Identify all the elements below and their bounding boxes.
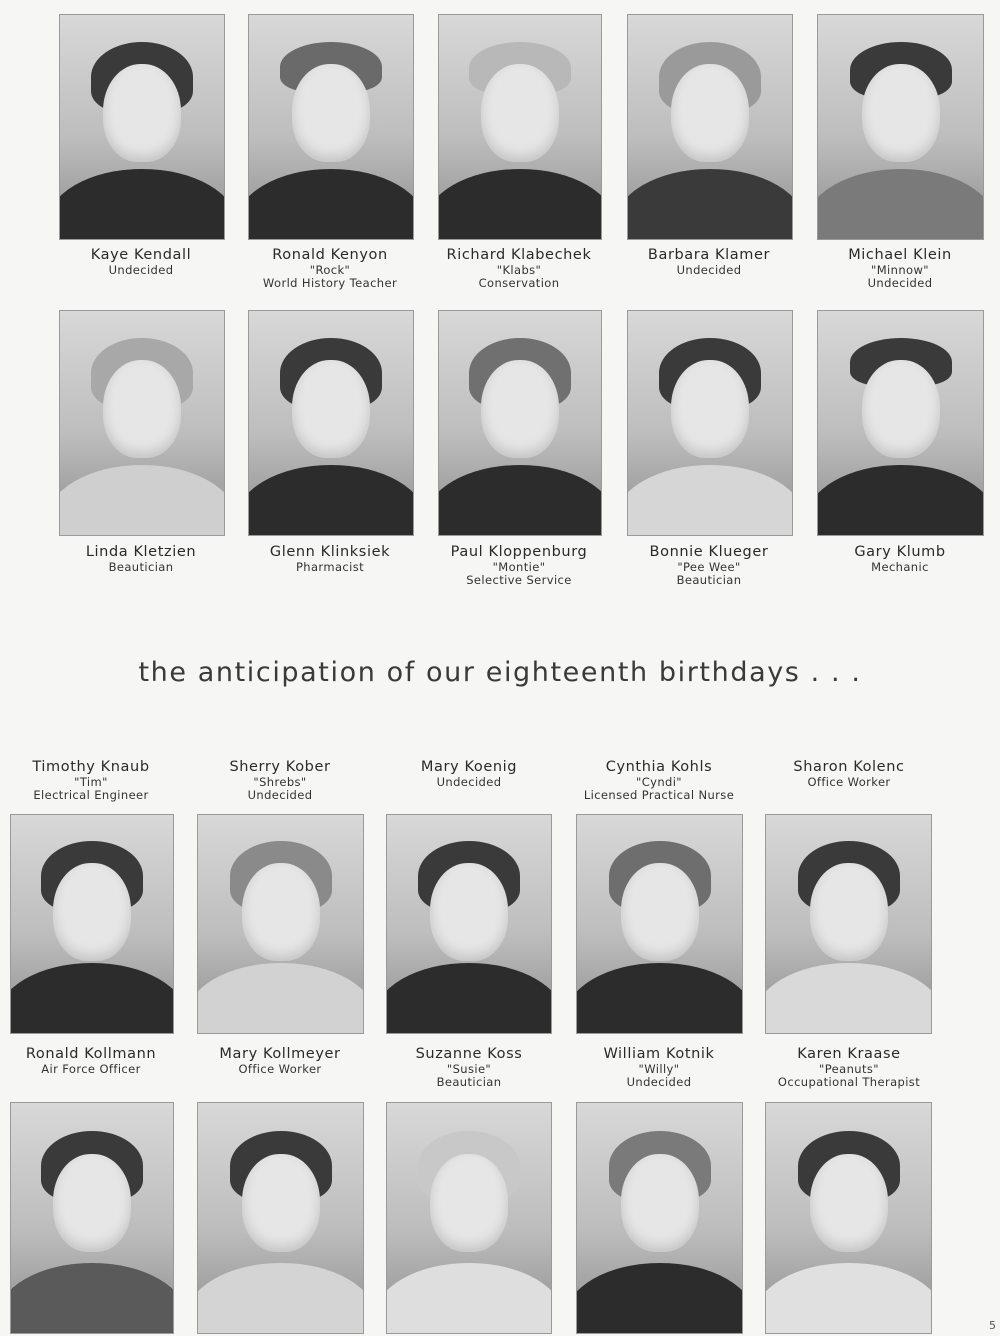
student-name: Richard Klabechek <box>446 247 592 263</box>
student-name: Karen Kraase <box>797 1046 901 1062</box>
student-caption <box>46 544 236 574</box>
student-caption <box>754 759 944 789</box>
portrait-photo <box>438 14 602 240</box>
student-plan: Undecided <box>867 275 933 290</box>
portrait-photo <box>248 310 414 536</box>
student-plan: Beautician <box>436 1074 502 1089</box>
student-caption <box>805 247 995 290</box>
student-caption <box>185 1046 375 1076</box>
student-name: Suzanne Koss <box>415 1046 523 1062</box>
portrait-photo <box>817 14 984 240</box>
student-plan: Office Worker <box>807 774 891 789</box>
portrait-photo <box>197 814 364 1034</box>
student-plan: Pharmacist <box>295 559 365 574</box>
student-name: Sharon Kolenc <box>793 759 905 775</box>
student-nickname: "Willy" <box>638 1061 680 1076</box>
portrait-photo <box>765 814 932 1034</box>
portrait-photo <box>386 1102 552 1334</box>
portrait-photo <box>386 814 552 1034</box>
student-name: Paul Kloppenburg <box>450 544 588 560</box>
student-nickname: "Peanuts" <box>819 1061 879 1076</box>
student-plan: Electrical Engineer <box>33 787 149 802</box>
portrait-photo <box>627 310 793 536</box>
portrait-photo <box>576 1102 743 1334</box>
student-caption <box>614 544 804 587</box>
student-name: Bonnie Klueger <box>649 544 769 560</box>
student-plan: Beautician <box>108 559 174 574</box>
portrait-photo <box>197 1102 364 1334</box>
student-nickname: "Susie" <box>446 1061 492 1076</box>
student-name: Cynthia Kohls <box>605 759 713 775</box>
student-nickname: "Pee Wee" <box>677 559 741 574</box>
student-caption <box>46 247 236 277</box>
student-nickname: "Tim" <box>74 774 108 789</box>
student-plan: Undecided <box>108 262 174 277</box>
portrait-photo <box>817 310 984 536</box>
student-plan: World History Teacher <box>262 275 398 290</box>
student-caption <box>235 544 425 574</box>
student-plan: Undecided <box>626 1074 692 1089</box>
student-name: William Kotnik <box>603 1046 715 1062</box>
student-name: Timothy Knaub <box>32 759 150 775</box>
student-caption <box>0 759 186 802</box>
student-caption <box>805 544 995 574</box>
student-plan: Occupational Therapist <box>777 1074 921 1089</box>
student-plan: Conservation <box>478 275 560 290</box>
student-caption <box>0 1046 186 1076</box>
student-name: Michael Klein <box>848 247 952 263</box>
student-caption <box>235 247 425 290</box>
student-nickname: "Montie" <box>492 559 546 574</box>
student-caption <box>374 1046 564 1089</box>
student-caption <box>374 759 564 789</box>
student-name: Barbara Klamer <box>647 247 771 263</box>
page-headline: the anticipation of our eighteenth birthdays . . . <box>138 657 862 688</box>
student-name: Gary Klumb <box>854 544 946 560</box>
student-name: Linda Kletzien <box>85 544 197 560</box>
student-name: Sherry Kober <box>229 759 331 775</box>
student-plan: Undecided <box>247 787 313 802</box>
student-caption <box>564 759 754 802</box>
student-nickname: "Cyndi" <box>636 774 682 789</box>
portrait-photo <box>627 14 793 240</box>
student-nickname: "Rock" <box>309 262 351 277</box>
student-caption <box>424 544 614 587</box>
student-name: Ronald Kollmann <box>25 1046 157 1062</box>
student-name: Glenn Klinksiek <box>269 544 391 560</box>
portrait-photo <box>438 310 602 536</box>
student-caption <box>754 1046 944 1089</box>
portrait-photo <box>10 1102 174 1334</box>
student-plan: Mechanic <box>871 559 929 574</box>
student-plan: Air Force Officer <box>41 1061 141 1076</box>
student-plan: Selective Service <box>466 572 572 587</box>
student-caption <box>614 247 804 277</box>
portrait-photo <box>59 310 225 536</box>
portrait-photo <box>576 814 743 1034</box>
student-caption <box>564 1046 754 1089</box>
portrait-photo <box>248 14 414 240</box>
student-name: Kaye Kendall <box>90 247 192 263</box>
portrait-photo <box>765 1102 932 1334</box>
student-name: Mary Koenig <box>420 759 518 775</box>
student-nickname: "Klabs" <box>496 262 542 277</box>
student-nickname: "Minnow" <box>871 262 929 277</box>
page-number: 5 <box>989 1319 996 1332</box>
student-plan: Undecided <box>676 262 742 277</box>
student-caption <box>424 247 614 290</box>
student-name: Ronald Kenyon <box>272 247 388 263</box>
portrait-photo <box>59 14 225 240</box>
student-plan: Office Worker <box>238 1061 322 1076</box>
portrait-photo <box>10 814 174 1034</box>
student-plan: Licensed Practical Nurse <box>583 787 735 802</box>
student-plan: Beautician <box>676 572 742 587</box>
student-nickname: "Shrebs" <box>253 774 307 789</box>
student-plan: Undecided <box>436 774 502 789</box>
student-caption <box>185 759 375 802</box>
student-name: Mary Kollmeyer <box>219 1046 341 1062</box>
